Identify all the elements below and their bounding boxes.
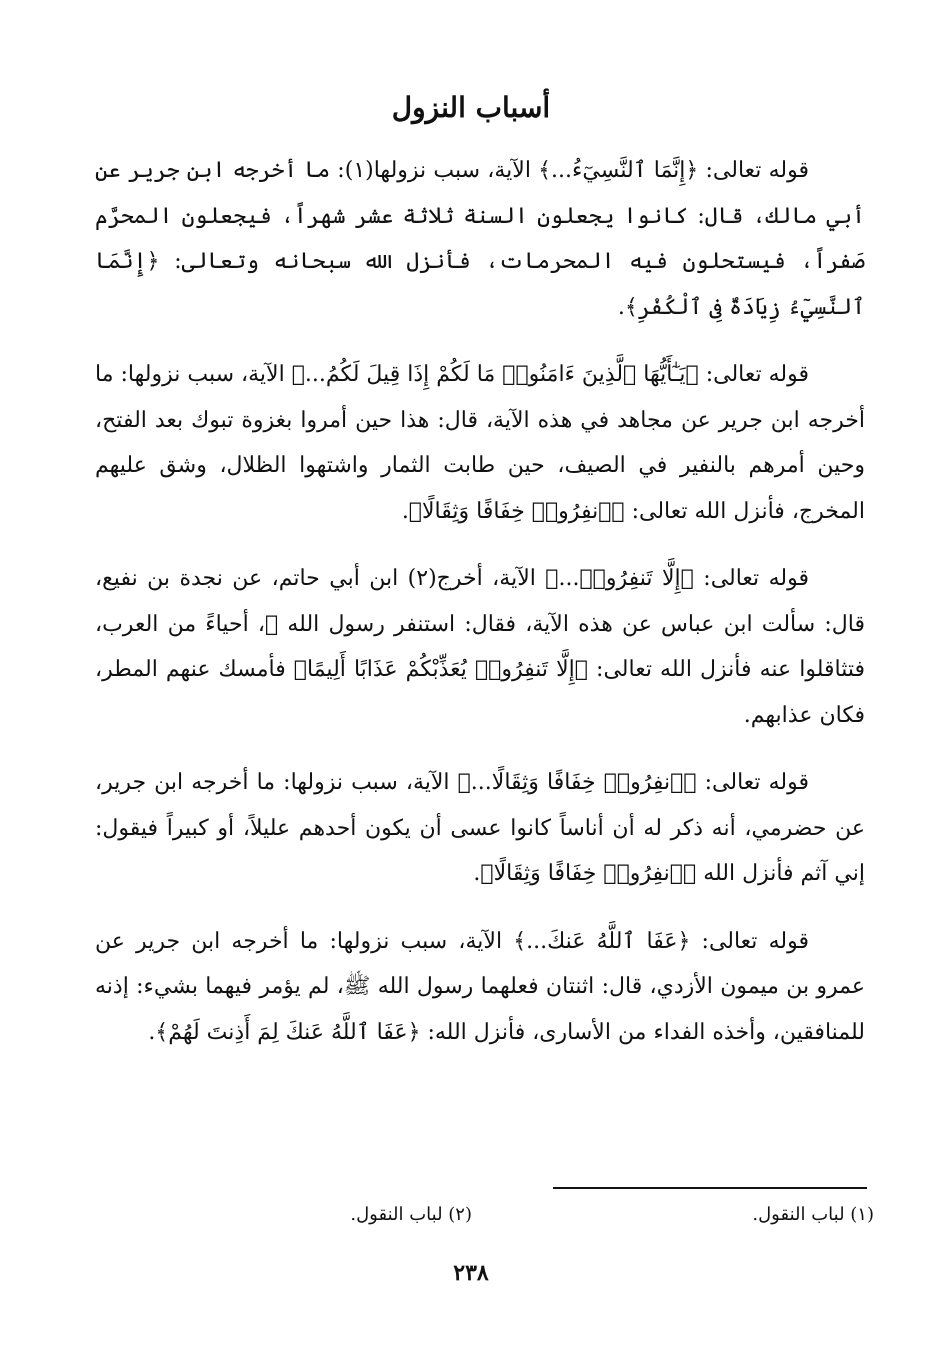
footnote-divider <box>553 1187 867 1189</box>
paragraph-5: قوله تعالى: ﴿عَفَا ٱللَّهُ عَنكَ...﴾ الآية، سبب نزولها: ما أخرجه ابن جرير عن عمرو بن ميمون الأزدي، قال: اثنتان فعلهما رسول الله ﷺ، لم يؤمر فيهما بشيء: إذنه للمنافقين، وأخذه الفداء من الأسارى، فأنزل الله: ﴿عَفَا ٱللَّهُ عَنكَ لِمَ أَذِنتَ لَهُمْ﴾. <box>95 928 865 1045</box>
page-title: أسباب النزول <box>391 91 551 124</box>
footnote-1: (١) لباب النقول. <box>752 1204 874 1225</box>
paragraph-4: قوله تعالى: ﴿ٱنفِرُوا۟ خِفَافًا وَثِقَالًا...﴾ الآية، سبب نزولها: ما أخرجه ابن جرير، عن حضرمي، أنه ذكر له أن أناساً كانوا عسى أن يكون أحدهم عليلاً، أو كبيراً فيقول: إني آثم فأنزل الله ﴿ٱنفِرُوا۟ خِفَافًا وَثِقَالًا﴾. <box>95 770 865 886</box>
paragraph-3: قوله تعالى: ﴿إِلَّا تَنفِرُوا۟...﴾ الآية، أخرج(٢) ابن أبي حاتم، عن نجدة بن نفيع، قال: سألت ابن عباس عن هذه الآية، فقال: استنفر رسول الله ﷺ، أحياءً من العرب، فتثاقلوا عنه فأنزل الله تعالى: ﴿إِلَّا تَنفِرُوا۟ يُعَذِّبْكُمْ عَذَابًا أَلِيمًا﴾ فأمسك عنهم المطر، فكان عذابهم. <box>95 566 865 728</box>
footnote-2: (٢) لباب النقول. <box>350 1204 472 1225</box>
main-text <box>95 148 865 1077</box>
paragraph-2: قوله تعالى: ﴿يَـٰٓأَيُّهَا ٱلَّذِينَ ءَامَنُوا۟ مَا لَكُمْ إِذَا قِيلَ لَكُمُ...﴾ الآية، سبب نزولها: ما أخرجه ابن جرير عن مجاهد في هذه الآية، قال: هذا حين أمروا بغزوة تبوك بعد الفتح، وحين أمرهم بالنفير في الصيف، حين طابت الثمار واشتهوا الظلال، وشق عليهم المخرج، فأنزل الله تعالى: ﴿ٱنفِرُوا۟ خِفَافًا وَثِقَالًا﴾. <box>95 362 865 524</box>
paragraph-1: قوله تعالى: ﴿إِنَّمَا ٱلنَّسِيٓءُ...﴾ الآية، سبب نزولها(١): ما أخرجه ابن جرير عن أبي مالك، قال: كانوا يجعلون السنة ثلاثة عشر شهراً، فيجعلون المحرَّم صَفراً، فيستحلون فيه المحرمات، فأنزل الله سبحانه وتعالى: ﴿إِنَّمَا ٱلنَّسِيٓءُ زِيَادَةٌ فِى ٱلْكُفْرِ﴾. <box>95 158 865 320</box>
page-number: ٢٣٨ <box>453 1260 489 1286</box>
